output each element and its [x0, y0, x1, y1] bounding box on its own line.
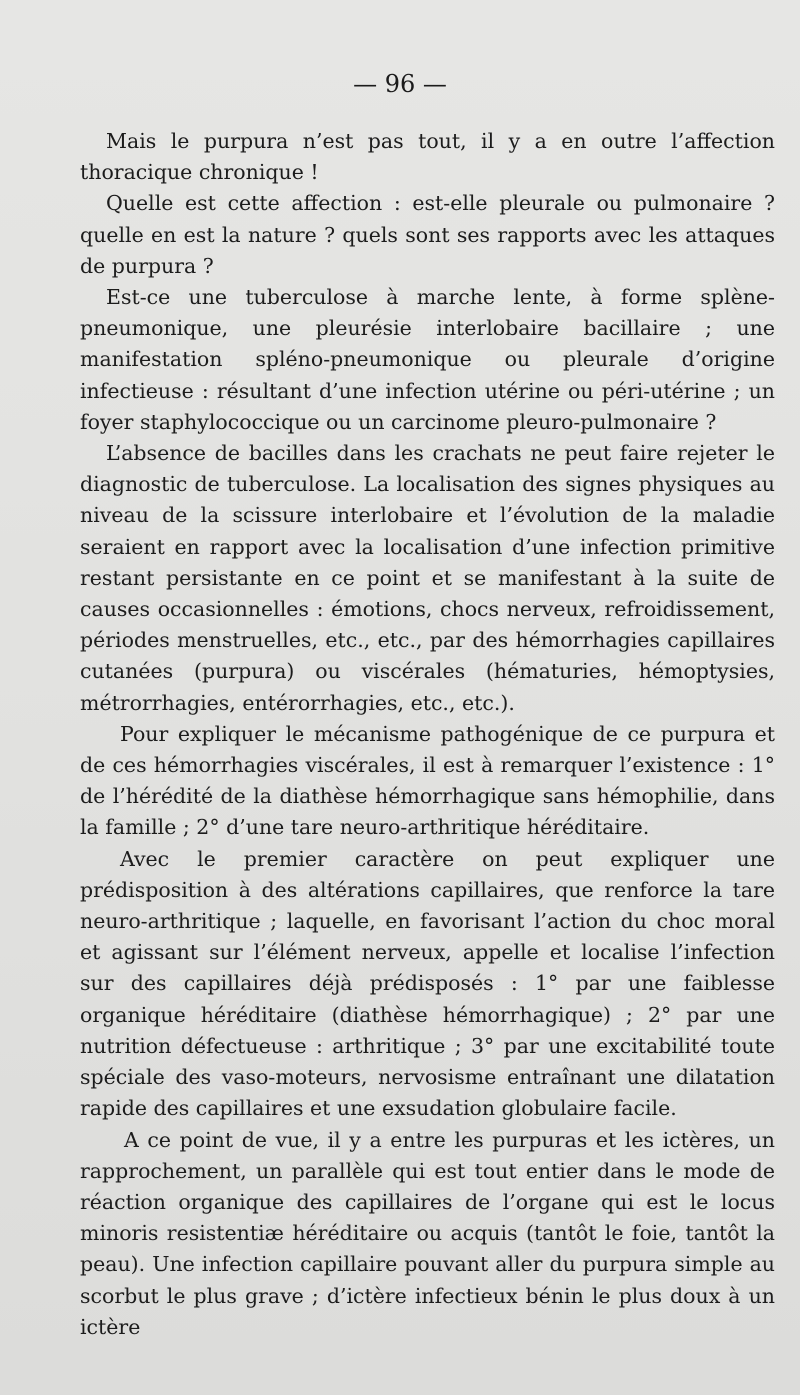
page-number: — 96 — [353, 70, 447, 98]
paragraph-1: Mais le purpura n’est pas tout, il y a en outre l’affection thoracique chronique ! [80, 129, 775, 185]
body-text [80, 126, 775, 1343]
paragraph-2: Quelle est cette affection : est-elle pleurale ou pulmonaire ? quelle en est la nature ? quels sont ses rapports avec les attaques de purpura ? [80, 191, 775, 278]
paragraph-5: Pour expliquer le mécanisme pathogénique de ce purpura et de ces hémorrhagies viscérales, il est à remarquer l’existence : 1° de l’hérédité de la diathèse hémorrhagique sans hémophilie, dans la famille ; 2° d’une tare neuro-arthritique héréditaire. [80, 721, 775, 840]
paragraph-3: Est-ce une tuberculose à marche lente, à forme splène-pneumonique, une pleurésie interlobaire bacillaire ; une manifestation spléno-pneumonique ou pleurale d’origine infectieuse : résultant d’une infection utérine ou péri-utérine ; un foyer staphylococcique ou un carcinome pleuro-pulmonaire ? [80, 285, 775, 434]
paragraph-7: A ce point de vue, il y a entre les purpuras et les ictères, un rapprochement, un parallèle qui est tout entier dans le mode de réaction organique des capillaires de l’organe qui est le locus minoris resistentiæ héréditaire ou acquis (tantôt le foie, tantôt la peau). Une infection capillaire pouvant aller du purpura simple au scorbut le plus grave ; d’ictère infectieux bénin le plus doux à un ictère [80, 1127, 775, 1339]
paragraph-4: L’absence de bacilles dans les crachats ne peut faire rejeter le diagnostic de tuberculose. La localisation des signes physiques au niveau de la scissure interlobaire et l’évolution de la maladie seraient en rapport avec la localisation d’une infection primitive restant persistante en ce point et se manifestant à la suite de causes occasionnelles : émotions, chocs nerveux, refroidissement, périodes menstruelles, etc., etc., par des hémorrhagies capillaires cutanées (purpura) ou viscérales (hématuries, hémoptysies, métrorrhagies, entérorrhagies, etc., etc.). [80, 441, 775, 715]
paragraph-6: Avec le premier caractère on peut expliquer une prédisposition à des altérations capillaires, que renforce la tare neuro-arthritique ; laquelle, en favorisant l’action du choc moral et agissant sur l’élément nerveux, appelle et localise l’infection sur des capillaires déjà prédisposés : 1° par une faiblesse organique héréditaire (diathèse hémorrhagique) ; 2° par une nutrition défectueuse : arthritique ; 3° par une excitabilité toute spéciale des vaso-moteurs, nervosisme entraînant une dilatation rapide des capillaires et une exsudation globulaire facile. [80, 846, 775, 1121]
